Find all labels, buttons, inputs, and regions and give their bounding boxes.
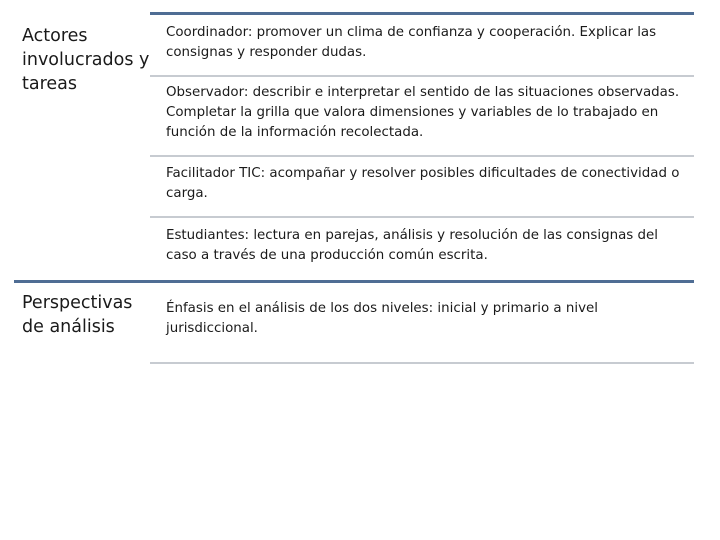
perspective-item: Énfasis en el análisis de los dos niveles: inicial y primario a nivel jurisdiccional.: [166, 301, 598, 336]
section-divider: [14, 280, 694, 283]
task-item-observador: Observador: describir e interpretar el sentido de las situaciones observadas. Completar la grilla que valora dimensiones y variables de lo trabajado en función de la información recolectada.: [166, 85, 680, 140]
task-item-coordinador: Coordinador: promover un clima de confianza y cooperación. Explicar las consignas y responder dudas.: [166, 25, 657, 60]
section-heading-perspectivas: Perspectivas de análisis: [22, 293, 133, 337]
row-divider: [150, 216, 694, 218]
table-bottom-rule: [150, 362, 694, 364]
section-heading-actores: Actores involucrados y tareas: [22, 26, 150, 94]
task-item-facilitador: Facilitador TIC: acompañar y resolver posibles dificultades de conectividad o carga.: [166, 166, 680, 201]
task-item-estudiantes: Estudiantes: lectura en parejas, análisis y resolución de las consignas del caso a través de una producción común escrita.: [166, 228, 658, 263]
row-divider: [150, 75, 694, 77]
row-divider: [150, 155, 694, 157]
table-top-rule: [150, 12, 694, 15]
